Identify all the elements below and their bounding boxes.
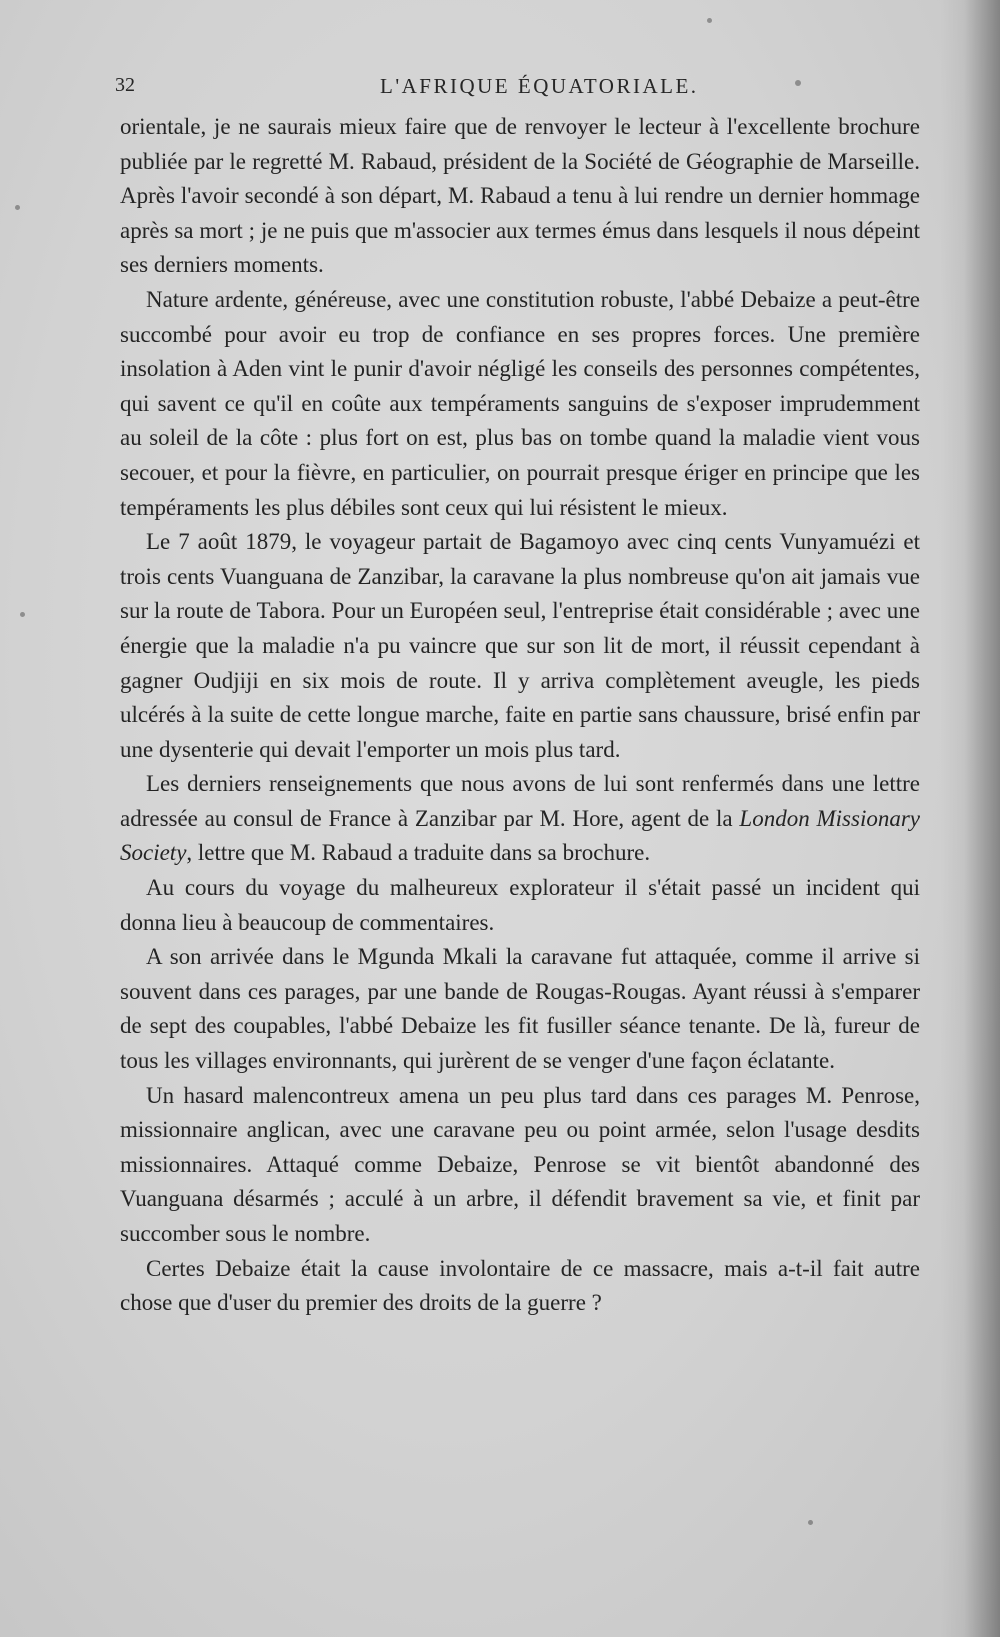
paragraph-6: A son arrivée dans le Mgunda Mkali la caravane fut attaquée, comme il arrive si souvent dans ces parages, par une bande de Rougas-Rougas. Ayant réussi à s'emparer de sept des coupables, l'abbé Debaize les fit fusiller séance tenante. De là, fureur de tous les villages environnants, qui jurèrent de se venger d'une façon éclatante. bbox=[120, 944, 920, 1074]
paragraph-4-end: , lettre que M. Rabaud a traduite dans sa brochure. bbox=[186, 840, 651, 866]
paragraph-7: Un hasard malencontreux amena un peu plus tard dans ces parages M. Penrose, missionnaire anglican, avec une caravane peu ou point armée, selon l'usage desdits missionnaires. Attaqué comme Debaize, Penrose se vit bientôt abandonné des Vuanguana désarmés ; acculé à un arbre, il défendit bravement sa vie, et finit par succomber sous le nombre. bbox=[120, 1082, 920, 1246]
paragraph-8: Certes Debaize était la cause involontaire de ce massacre, mais a-t-il fait autre chose que d'user du premier des droits de la guerre ? bbox=[120, 1255, 920, 1316]
paper-speck bbox=[15, 205, 20, 210]
paragraph-3: Le 7 août 1879, le voyageur partait de Bagamoyo avec cinq cents Vunyamuézi et trois cents Vuanguana de Zanzibar, la caravane la plus nombreuse qu'on ait jamais vue sur la route de Tabora. Pour un Européen seul, l'entreprise était considérable ; avec une énergie que la maladie n'a pu vaincre que sur son lit de mort, il réussit cependant à gagner Oudjiji en six mois de route. Il y arriva complètement aveugle, les pieds ulcérés à la suite de cette longue marche, faite en partie sans chaussure, brisé enfin par une dysenterie qui devait l'emporter un mois plus tard. bbox=[120, 529, 920, 762]
paragraph-4-start: Les derniers renseignements que nous avons de lui sont renfermés dans une lettre adressée au consul de France à Zanzibar par M. Hore, agent de la bbox=[120, 771, 920, 831]
spine-shadow bbox=[940, 0, 1000, 1637]
paragraph-1: orientale, je ne saurais mieux faire que de renvoyer le lecteur à l'excellente brochure publiée par le regretté M. Rabaud, président de la Société de Géographie de Marseille. Après l'avoir secondé à son départ, M. Rabaud a tenu à lui rendre un dernier hommage après sa mort ; je ne puis que m'associer aux termes émus dans lesquels il nous dépeint ses derniers moments. bbox=[120, 114, 920, 278]
society-name: London Missionary Society bbox=[120, 805, 920, 866]
running-title: L'AFRIQUE ÉQUATORIALE. bbox=[380, 74, 699, 98]
paragraph-2: Nature ardente, généreuse, avec une constitution robuste, l'abbé Debaize a peut-être succombé pour avoir eu trop de confiance en ses propres forces. Une première insolation à Aden vint le punir d'avoir négligé les conseils des personnes compétentes, qui savent ce qu'il en coûte aux tempéraments sanguins de s'exposer imprudemment au soleil de la côte : plus fort on est, plus bas on tombe quand la maladie vient vous secouer, et pour la fièvre, en particulier, on pourrait presque ériger en principe que les tempéraments les plus débiles sont ceux qui lui résistent le mieux. bbox=[120, 286, 920, 520]
paragraph-4 bbox=[120, 767, 920, 871]
paper-speck bbox=[707, 18, 712, 23]
paper-speck bbox=[20, 612, 25, 617]
body-text bbox=[120, 110, 920, 1321]
page-header bbox=[115, 74, 915, 104]
paper-speck bbox=[808, 1520, 813, 1525]
page-number: 32 bbox=[115, 74, 135, 96]
paragraph-5: Au cours du voyage du malheureux explorateur il s'était passé un incident qui donna lieu à beaucoup de commentaires. bbox=[120, 875, 920, 935]
